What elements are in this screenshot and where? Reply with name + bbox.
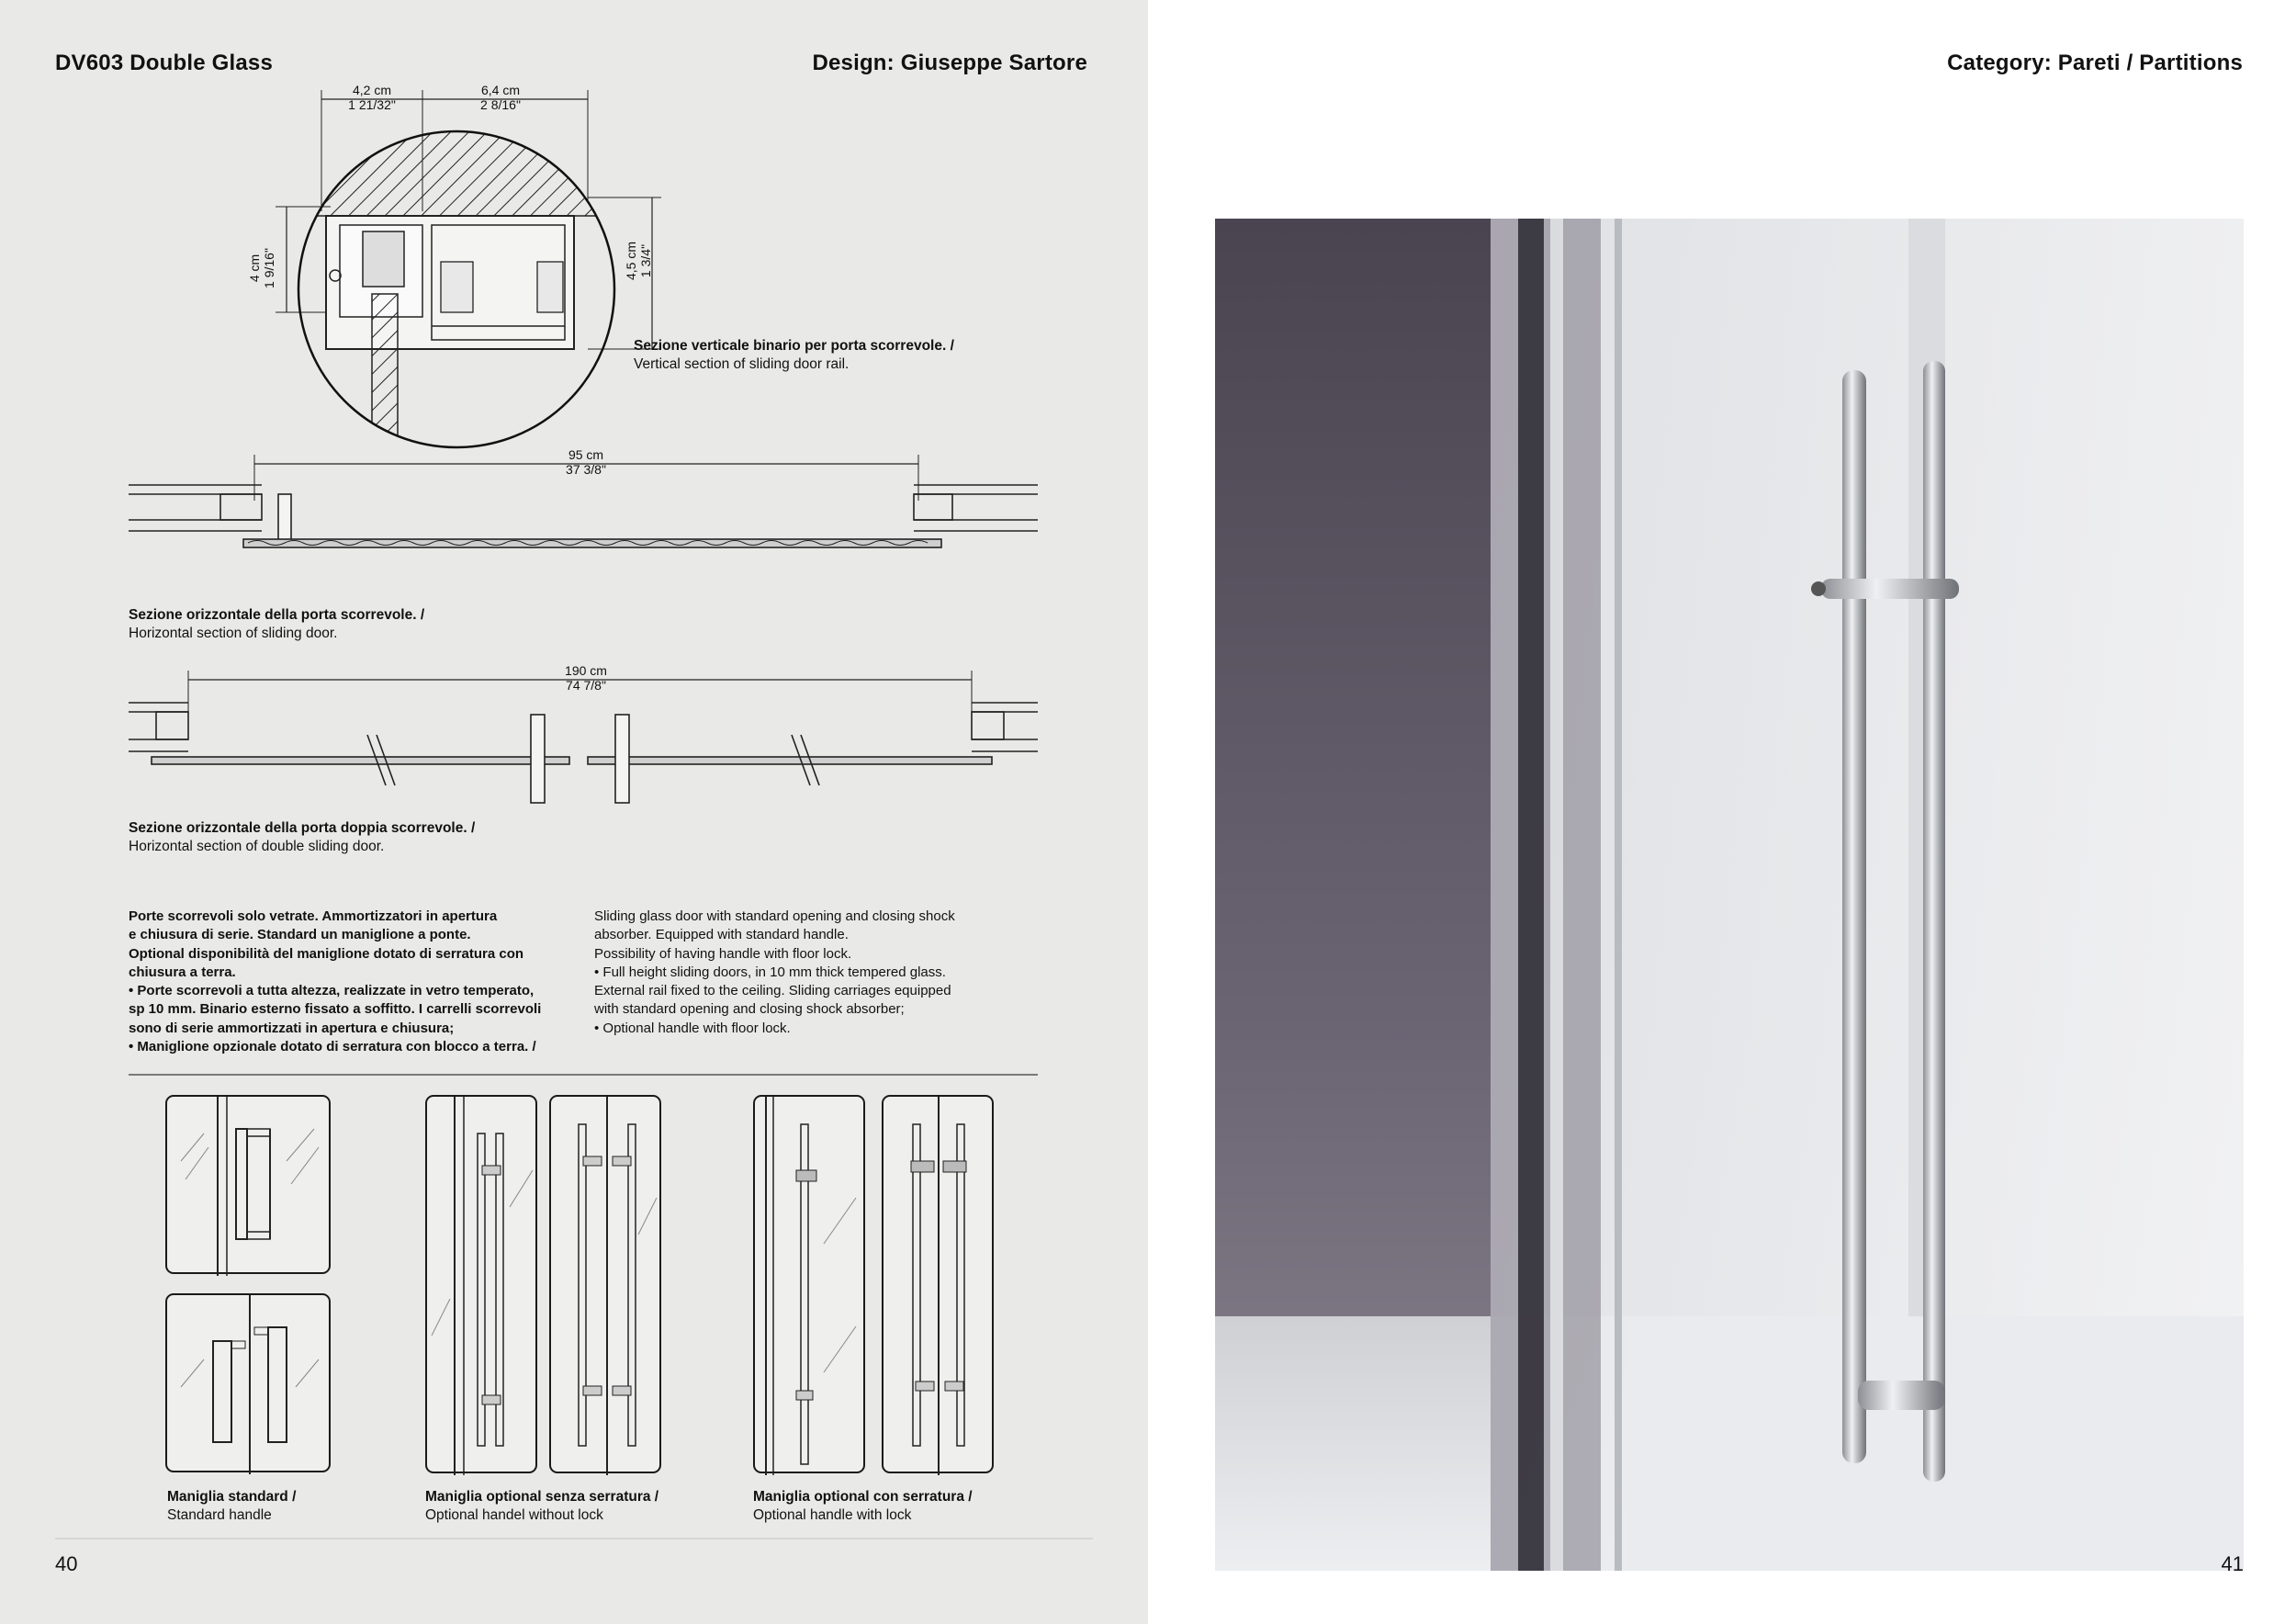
standard-handle-caption: Maniglia standard / Standard handle [167,1489,297,1523]
single-door-caption: Sezione orizzontale della porta scorrevole. / Horizontal section of sliding door. [129,607,425,641]
rail-dim-right: 4,5 cm 1 3/4" [624,242,653,281]
optional-handle-no-lock-caption: Maniglia optional senza serratura / Optional handel without lock [425,1489,659,1523]
description-italian: Porte scorrevoli solo vetrate. Ammortizzatori in apertura e chiusura di serie. Standard un maniglione a ponte. Optional disponibilità del maniglione dotato di serratura con chiusura a terra. • Porte scorrevoli a tutta altezza, realizzate in vetro temperato, sp 10 mm. Binario esterno fissato a soffitto. I carrelli scorrevoli sono di serie ammortizzati in apertura e chiusura; • Maniglione opzionale dotato di serratura con blocco a terra. / [129,908,542,1055]
rail-dim-top-1: 4,2 cm 1 21/32" [348,83,396,112]
optional-handle-lock-right [882,1095,994,1473]
standard-handle-illustration-bottom [165,1293,331,1472]
right-page [1148,0,2296,1624]
optional-handle-no-lock-left [425,1095,537,1473]
single-door-section [129,485,1038,547]
double-door-section [129,703,1038,803]
rail-dim-left: 4 cm 1 9/16" [247,248,276,288]
category-label: Category: Pareti / Partitions [1947,51,2243,75]
description-english: Sliding glass door with standard opening and closing shock absorber. Equipped with standard handle. Possibility of having handle with floor lock. • Full height sliding doors, in 10 mm thick tempered glass. External rail fixed to the ceiling. Sliding carriages equipped with standard opening and closing shock absorber; • Optional handle with floor lock. [594,908,955,1036]
rail-section-caption: Sezione verticale binario per porta scorrevole. / Vertical section of sliding door rail. [634,338,954,372]
designer-label: Design: Giuseppe Sartore [812,51,1087,75]
single-door-dim: 95 cm 37 3/8" [566,447,606,477]
rail-dim-top-2: 6,4 cm 2 8/16" [480,83,521,112]
page-number-left: 40 [55,1552,78,1575]
optional-handle-no-lock-right [549,1095,661,1473]
double-door-dim: 190 cm 74 7/8" [565,663,607,693]
glass-door-handle-photo [1215,219,2244,1571]
double-door-caption: Sezione orizzontale della porta doppia scorrevole. / Horizontal section of double sliding door. [129,820,476,854]
optional-handle-lock-caption: Maniglia optional con serratura / Optional handle with lock [753,1489,973,1523]
optional-handle-lock-left [753,1095,865,1473]
standard-handle-illustration-top [165,1095,331,1274]
product-title: DV603 Double Glass [55,51,274,75]
page-number-right: 41 [2221,1552,2244,1575]
